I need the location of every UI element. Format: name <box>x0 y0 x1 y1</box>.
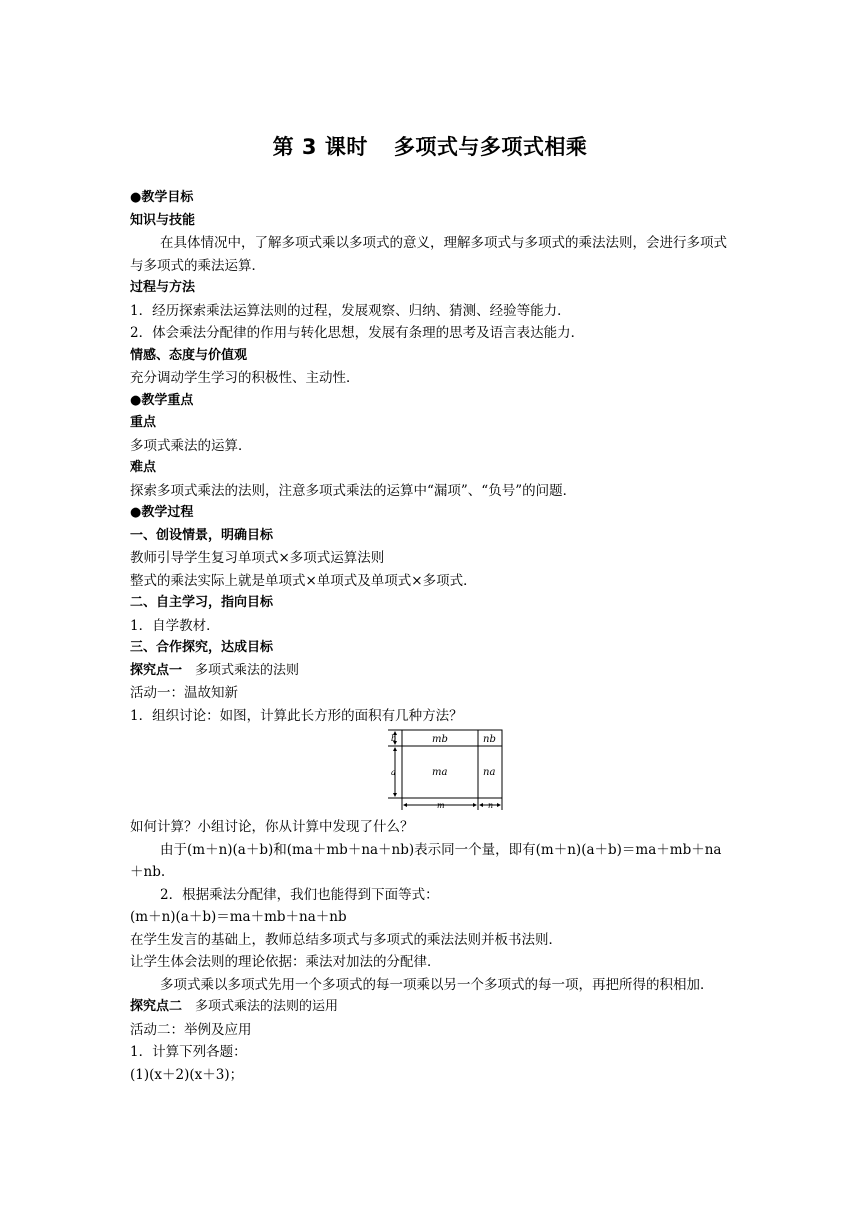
label-b: b <box>391 734 397 743</box>
paragraph: 充分调动学生学习的积极性、主动性． <box>130 370 360 386</box>
explore-label: 探究点二 <box>130 999 183 1014</box>
paragraph: 2．根据乘法分配律，我们也能得到下面等式： <box>160 886 439 903</box>
label-a: a <box>391 768 396 777</box>
paragraph: 在学生发言的基础上，教师总结多项式与多项式的乘法法则并板书法则． <box>130 931 562 948</box>
paragraph: 活动一：温故知新 <box>130 685 238 701</box>
paragraph: 探索多项式乘法的法则，注意多项式乘法的运算中“漏项”、“负号”的问题． <box>130 482 577 499</box>
heading-procedure: ●教学过程 <box>130 505 194 520</box>
cell-mb: mb <box>432 734 448 745</box>
explore-name: 多项式乘法的法则的运用 <box>195 999 339 1014</box>
lesson-number: 第 3 课时 <box>272 135 368 159</box>
paragraph: 1．计算下列各题： <box>130 1044 247 1060</box>
heading-key: ●教学重点 <box>130 392 194 408</box>
heading-explore-1 <box>130 660 732 683</box>
label-n: n <box>488 801 494 810</box>
heading-difficulty: 难点 <box>130 460 157 475</box>
label-m: m <box>437 801 445 810</box>
paragraph: 活动二：举例及应用 <box>130 1021 252 1038</box>
heading-step-3: 三、合作探究，达成目标 <box>130 640 274 655</box>
paragraph: 教师引导学生复习单项式×多项式运算法则 <box>130 550 385 566</box>
paragraph: 让学生体会法则的理论依据：乘法对加法的分配律． <box>130 954 441 970</box>
heading-goals: ●教学目标 <box>130 190 194 205</box>
paragraph: 2．体会乘法分配律的作用与转化思想，发展有条理的思考及语言表达能力． <box>130 325 585 341</box>
paragraph: 由于(m＋n)(a＋b)和(ma＋mb＋na＋nb)表示同一个量，即有(m＋n)(a＋b)＝ma＋mb＋na＋nb. <box>130 841 722 880</box>
formula: (m＋n)(a＋b)＝ma＋mb＋na＋nb <box>130 909 347 925</box>
paragraph: 在具体情况中，了解多项式乘以多项式的意义，理解多项式与多项式的乘法法则，会进行多项式与多项式的乘法运算． <box>130 235 727 274</box>
lesson-name: 多项式与多项式相乘 <box>393 135 588 159</box>
cell-ma: ma <box>432 767 448 778</box>
heading-key-point: 重点 <box>130 415 157 430</box>
paragraph: 多项式乘以多项式先用一个多项式的每一项乘以另一个多项式的每一项，再把所得的积相加． <box>160 976 714 993</box>
paragraph: 多项式乘法的运算． <box>130 437 252 454</box>
paragraph: 如何计算？小组讨论，你从计算中发现了什么？ <box>130 819 414 835</box>
cell-nb: nb <box>483 734 496 745</box>
explore-label: 探究点一 <box>130 662 183 678</box>
heading-knowledge: 知识与技能 <box>130 212 196 228</box>
lesson-body <box>130 187 732 1086</box>
heading-explore-2 <box>130 996 732 1019</box>
rectangle-area-diagram <box>386 728 506 812</box>
heading-emotion: 情感、态度与价值观 <box>130 347 248 363</box>
heading-process: 过程与方法 <box>130 280 196 295</box>
explore-name: 多项式乘法的法则 <box>195 662 300 678</box>
heading-step-1: 一、创设情景，明确目标 <box>130 527 274 543</box>
paragraph: 1．自学教材． <box>130 617 220 634</box>
heading-step-2: 二、自主学习，指向目标 <box>130 595 274 610</box>
paragraph: 1．经历探索乘法运算法则的过程，发展观察、归纳、猜测、经验等能力． <box>130 302 571 319</box>
cell-na: na <box>483 767 496 778</box>
page-title <box>0 131 860 161</box>
rectangle-figure <box>130 728 732 814</box>
paragraph: 整式的乘法实际上就是单项式×单项式及单项式×多项式． <box>130 572 477 589</box>
paragraph: (1)(x＋2)(x＋3)； <box>130 1066 244 1083</box>
paragraph: 1．组织讨论：如图，计算此长方形的面积有几种方法？ <box>130 707 463 724</box>
